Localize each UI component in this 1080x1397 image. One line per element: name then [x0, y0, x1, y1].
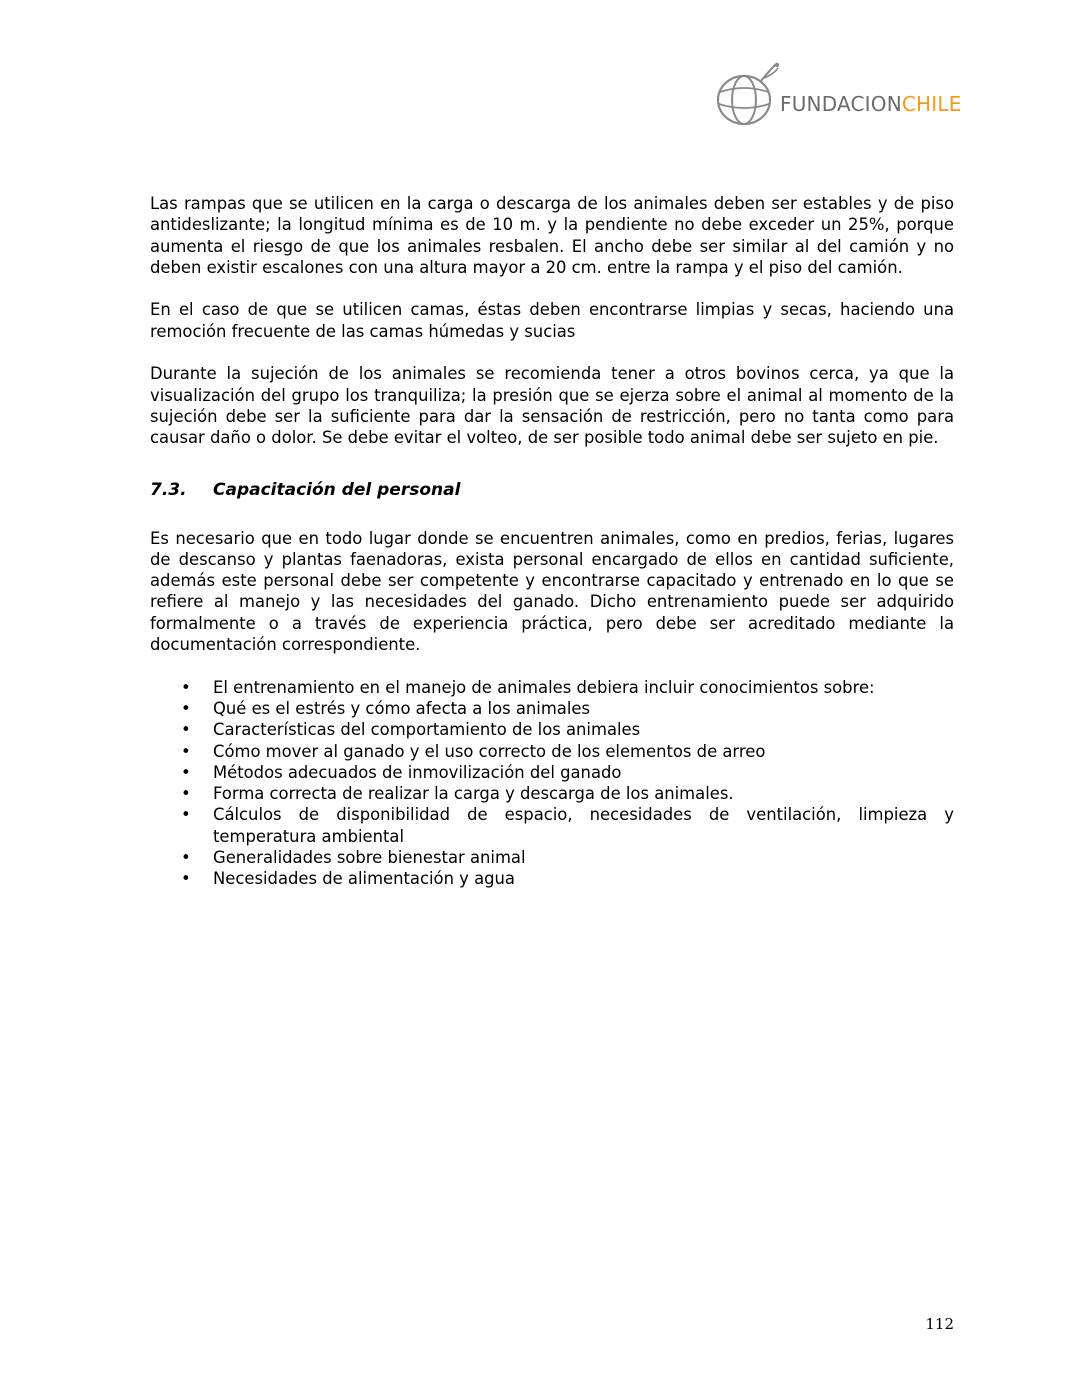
list-item-text: Necesidades de alimentación y agua	[213, 869, 515, 889]
list-item	[150, 677, 954, 698]
list-item-text: Cálculos de disponibilidad de espacio, necesidades de ventilación, limpieza y temperatura ambiental	[213, 805, 954, 846]
section-number: 7.3.	[150, 479, 187, 500]
list-item	[150, 847, 954, 868]
paragraph-bedding: En el caso de que se utilicen camas, éstas deben encontrarse limpias y secas, haciendo una remoción frecuente de las camas húmedas y sucias	[150, 300, 954, 341]
bullet-icon: •	[181, 741, 191, 761]
list-item	[150, 804, 954, 847]
logo-text-chile: CHILE	[901, 92, 962, 116]
bullet-icon: •	[181, 698, 191, 718]
paragraph-restraint: Durante la sujeción de los animales se recomienda tener a otros bovinos cerca, ya que la visualización del grupo los tranquiliza; la presión que se ejerza sobre el animal al momento de la sujeción debe ser la suficiente para dar la sensación de restricción, pero no tanta como para causar daño o dolor. Se debe evitar el volteo, de ser posible todo animal debe ser sujeto en pie.	[150, 364, 954, 448]
globe-icon	[714, 62, 784, 132]
bullet-icon: •	[181, 805, 191, 825]
section-intro-paragraph: Es necesario que en todo lugar donde se encuentren animales, como en predios, ferias, lugares de descanso y plantas faenadoras, exista personal encargado de ellos en cantidad suficiente, además este personal debe ser competente y encontrarse capacitado y entrenado en lo que se refiere al manejo y las necesidades del ganado. Dicho entrenamiento puede ser adquirido formalmente o a través de experiencia práctica, pero debe ser acreditado mediante la documentación correspondiente.	[150, 528, 954, 655]
list-item-text: El entrenamiento en el manejo de animales debiera incluir conocimientos sobre:	[213, 677, 875, 697]
paragraph-ramps: Las rampas que se utilicen en la carga o descarga de los animales deben ser estables y de piso antideslizante; la longitud mínima es de 10 m. y la pendiente no debe exceder un 25%, porque aumenta el riesgo de que los animales resbalen. El ancho debe ser similar al del camión y no deben existir escalones con una altura mayor a 20 cm. entre la rampa y el piso del camión.	[150, 194, 954, 277]
list-item	[150, 719, 954, 740]
list-item	[150, 762, 954, 783]
bullet-icon: •	[181, 784, 191, 804]
list-item-text: Qué es el estrés y cómo afecta a los animales	[213, 698, 591, 718]
logo-wordmark	[780, 92, 962, 116]
fundacion-chile-logo	[714, 62, 964, 132]
document-body	[150, 193, 954, 890]
page-number: 112	[925, 1315, 954, 1333]
list-item-text: Métodos adecuados de inmovilización del ganado	[213, 762, 622, 782]
list-item	[150, 698, 954, 719]
bullet-icon: •	[181, 848, 191, 868]
list-item-text: Generalidades sobre bienestar animal	[213, 848, 526, 868]
list-item-text: Cómo mover al ganado y el uso correcto de los elementos de arreo	[213, 741, 766, 761]
list-item-text: Características del comportamiento de los animales	[213, 720, 641, 740]
bullet-icon: •	[181, 869, 191, 889]
list-item	[150, 783, 954, 804]
section-title: Capacitación del personal	[213, 479, 461, 500]
bullet-icon: •	[181, 677, 191, 697]
list-item	[150, 868, 954, 889]
list-item-text: Forma correcta de realizar la carga y descarga de los animales.	[213, 784, 734, 804]
training-topics-list	[150, 677, 954, 890]
bullet-icon: •	[181, 762, 191, 782]
logo-text-fundacion: FUNDACION	[780, 92, 902, 116]
bullet-icon: •	[181, 720, 191, 740]
section-heading	[150, 479, 954, 501]
list-item	[150, 741, 954, 762]
